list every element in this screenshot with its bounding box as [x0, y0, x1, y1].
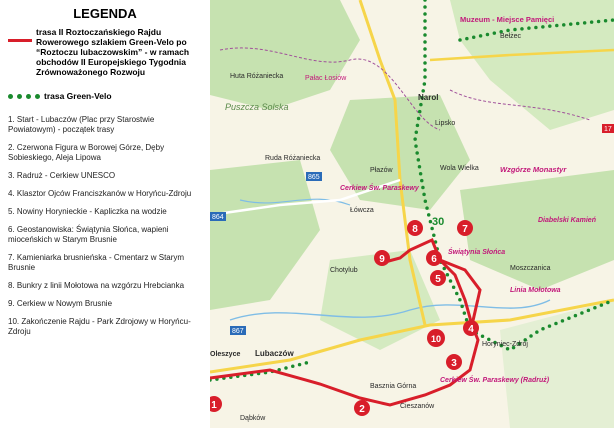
place-label: Płazów [370, 167, 393, 174]
place-label: Łówcza [350, 207, 374, 214]
place-label: Bełżec [500, 33, 522, 40]
road-number: 867 [232, 328, 244, 335]
svg-text:9: 9 [379, 254, 385, 265]
poi-label: Linia Mołotowa [510, 287, 561, 294]
place-label: Moszczanica [510, 265, 551, 272]
legend-green-velo-text: trasa Green-Velo [44, 91, 112, 101]
waypoint-list [8, 115, 202, 337]
waypoint-item: 5. Nowiny Horynieckie - Kapliczka na wodzie [8, 207, 167, 216]
poi-label: Huta Różaniecka [230, 73, 284, 80]
legend-panel [0, 0, 210, 428]
poi-label: Cerkiew Św. Paraskewy (Radruż) [440, 377, 550, 384]
poi-label: Świątynia Słońca [448, 249, 506, 256]
legend-green-velo-entry [8, 91, 202, 101]
marker-10[interactable] [427, 329, 445, 347]
place-label: Lubaczów [255, 349, 294, 358]
green-velo-swatch [8, 94, 40, 99]
place-label: Oleszyce [210, 351, 241, 358]
svg-text:10: 10 [430, 334, 442, 344]
place-label: Narol [418, 93, 439, 102]
road-number: 17 [604, 126, 612, 133]
road-number: 864 [212, 214, 224, 221]
place-label: Wola Wielka [440, 165, 479, 172]
waypoint-item: 9. Cerkiew w Nowym Brusnie [8, 299, 113, 308]
svg-text:8: 8 [412, 224, 418, 235]
svg-text:5: 5 [435, 274, 441, 285]
marker-5[interactable] [430, 270, 446, 286]
place-label: Horyniec-Zdrój [482, 341, 528, 348]
marker-3[interactable] [446, 354, 462, 370]
waypoint-item: 2. Czerwona Figura w Borowej Górze, Dęby Sobieskiego, Aleja Lipowa [8, 143, 165, 162]
legend-title: LEGENDA [73, 6, 137, 21]
place-label: Dąbków [240, 415, 266, 422]
waypoint-item: 3. Radruż - Cerkiew UNESCO [8, 171, 116, 180]
legend-route-text: trasa II Roztoczańskiego Rajdu Rowerowego szlakiem Green-Velo po “Roztoczu lubaczowskim” - w ramach obchodów II Europejskiego Tygodnia Zrównoważonego Rozwoju [36, 27, 190, 77]
waypoint-item: 7. Kamieniarka brusnieńska - Cmentarz w Starym Brusnie [8, 253, 185, 272]
marker-6[interactable] [426, 250, 442, 266]
map-canvas[interactable] [210, 0, 614, 428]
marker-8[interactable] [407, 220, 423, 236]
waypoint-item: 10. Zakończenie Rajdu - Park Zdrojowy w Horyńcu-Zdroju [8, 317, 191, 336]
region-number: 30 [432, 216, 445, 228]
road-number: 865 [308, 174, 320, 181]
svg-text:4: 4 [468, 324, 474, 335]
svg-text:3: 3 [451, 358, 457, 369]
poi-label: Muzeum - Miejsce Pamięci [460, 15, 555, 24]
svg-text:2: 2 [359, 404, 365, 415]
svg-text:6: 6 [431, 254, 437, 265]
place-label: Chotylub [330, 267, 358, 274]
waypoint-item: 1. Start - Lubaczów (Plac przy Starostwie Powiatowym) - początek trasy [8, 115, 155, 134]
route-line-swatch [8, 39, 32, 42]
legend-route-entry [8, 27, 202, 77]
svg-text:1: 1 [211, 400, 217, 411]
marker-4[interactable] [463, 320, 479, 336]
place-label: Basznia Górna [370, 383, 417, 390]
poi-label: Ruda Różaniecka [265, 155, 321, 162]
poi-label: Wzgórze Monastyr [500, 165, 567, 174]
place-label: Cieszanów [400, 403, 435, 410]
waypoint-item: 6. Geostanowiska: Świątynia Słońca, wapieni mioceńskich w Starym Brusnie [8, 225, 169, 244]
place-label: Pałac Łosiów [305, 75, 347, 82]
marker-9[interactable] [374, 250, 390, 266]
poi-label: Diabelski Kamień [538, 217, 596, 224]
marker-7[interactable] [457, 220, 473, 236]
marker-2[interactable] [354, 400, 370, 416]
poi-label: Cerkiew Św. Paraskewy [340, 185, 419, 192]
place-label: Lipsko [435, 120, 456, 127]
poi-label: Puszcza Solska [225, 102, 289, 112]
waypoint-item: 4. Klasztor Ojców Franciszkanów w Horyńcu-Zdroju [8, 189, 192, 198]
waypoint-item: 8. Bunkry z linii Mołotowa na wzgórzu Hrebcianka [8, 281, 185, 290]
svg-text:7: 7 [462, 224, 468, 235]
